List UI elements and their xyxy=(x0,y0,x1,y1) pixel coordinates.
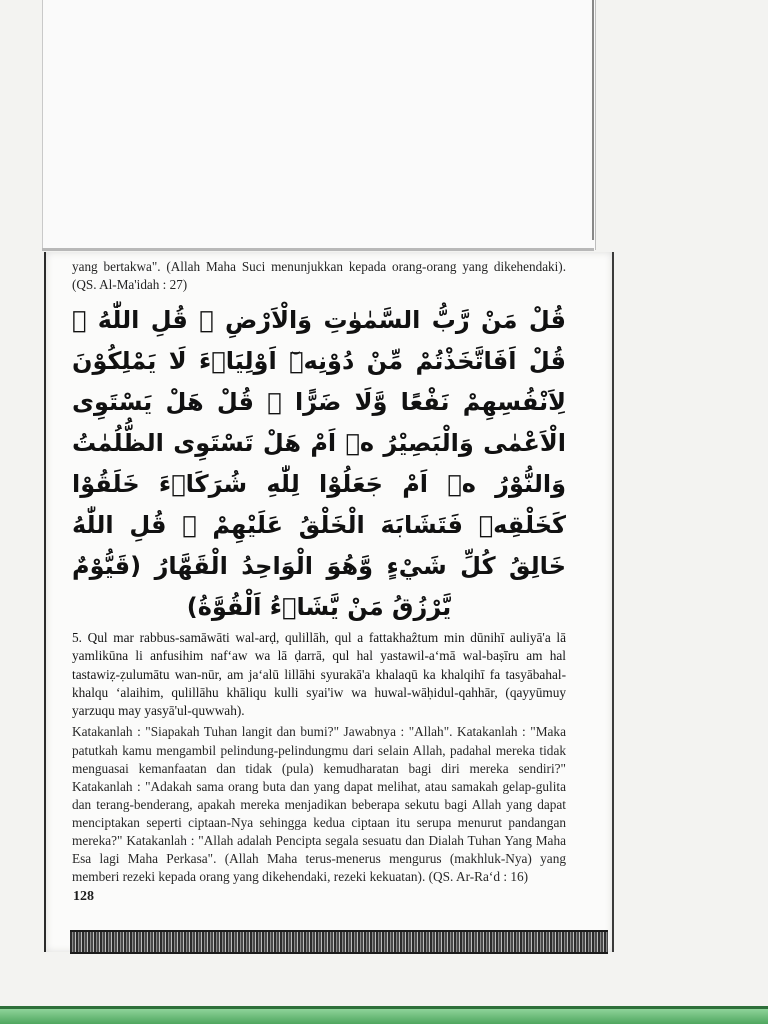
page-content xyxy=(72,258,566,886)
transliteration-paragraph: 5. Qul mar rabbus-samāwāti wal-arḍ, qulillāh, qul a fattakhaẑtum min dūnihī auliyā'a lā yamlikūna li anfusihim naf‘aw wa lā ḍarrā, qul hal yastawil-a‘mā wal-baṣīru am hal tastawiẓ-ẓulumātu wan-nūr, am ja‘alū lillāhi syurakā'a khalaqū ka khalqihī fa tasyābahal-khalqu ‘alaihim, qulillāhu khāliqu kulli syai'iw wa huwal-wāḥidul-qahhār, (qayyūmuy yarzuqu may yasyā'ul-quwwah). xyxy=(72,630,566,719)
page-fold-edge xyxy=(42,248,594,251)
scan-edge-line xyxy=(592,0,594,240)
arabic-verse: قُلْ مَنْ رَّبُّ السَّمٰوٰتِ وَالْاَرْضِ ۗ قُلِ اللّٰهُ ۗ قُلْ اَفَاتَّخَذْتُمْ مِّنْ دُوْنِهٖٓ اَوْلِيَاۤءَ لَا يَمْلِكُوْنَ لِاَنْفُسِهِمْ نَفْعًا وَّلَا ضَرًّا ۗ قُلْ هَلْ يَسْتَوِى الْاَعْمٰى وَالْبَصِيْرُ ەۙ اَمْ هَلْ تَسْتَوِى الظُّلُمٰتُ وَالنُّوْرُ ەۚ اَمْ جَعَلُوْا لِلّٰهِ شُرَكَاۤءَ خَلَقُوْا كَخَلْقِهٖ فَتَشَابَهَ الْخَلْقُ عَلَيْهِمْ ۗ قُلِ اللّٰهُ خَالِقُ كُلِّ شَيْءٍ وَّهُوَ الْوَاحِدُ الْقَهَّارُ (قَيُّوْمٌ يَّرْزُقُ مَنْ يَّشَاۤءُ اَلْقُوَّةُ) xyxy=(72,306,566,621)
page-number: 128 xyxy=(73,889,94,904)
translation-paragraph: Katakanlah : "Siapakah Tuhan langit dan bumi?" Jawabnya : "Allah". Katakanlah : "Maka patutkah kamu mengambil pelindung-pelindungmu dari selain Allah, padahal mereka tidak menguasai kemanfaatan dan tidak (pula) kemudharatan bagi diri mereka sendiri?" Katakanlah : "Adakah sama orang buta dan yang dapat melihat, atau samakah gelap-gulita dan terang-benderang, apakah mereka menjadikan beberapa sekutu bagi Allah yang dapat menciptakan seperti ciptaan-Nya sehingga kedua ciptaan itu serupa menurut pandangan mereka?" Katakanlah : "Allah adalah Pencipta segala sesuatu dan Dialah Tuhan Yang Maha Esa lagi Maha Perkasa". (Allah Maha terus-menerus mengurus (makhluk-Nya) yang memberi rezeki kepada orang yang dikehendaki, rezeki kekuatan). (QS. Ar-Ra‘d : 16) xyxy=(72,724,566,885)
green-stripe xyxy=(0,1009,768,1024)
continuation-paragraph: yang bertakwa". (Allah Maha Suci menunjukkan kepada orang-orang yang dikehendaki). (QS. Al-Ma'idah : 27) xyxy=(72,259,566,292)
book-bottom-edge xyxy=(70,930,608,954)
blank-page-top xyxy=(42,0,596,250)
